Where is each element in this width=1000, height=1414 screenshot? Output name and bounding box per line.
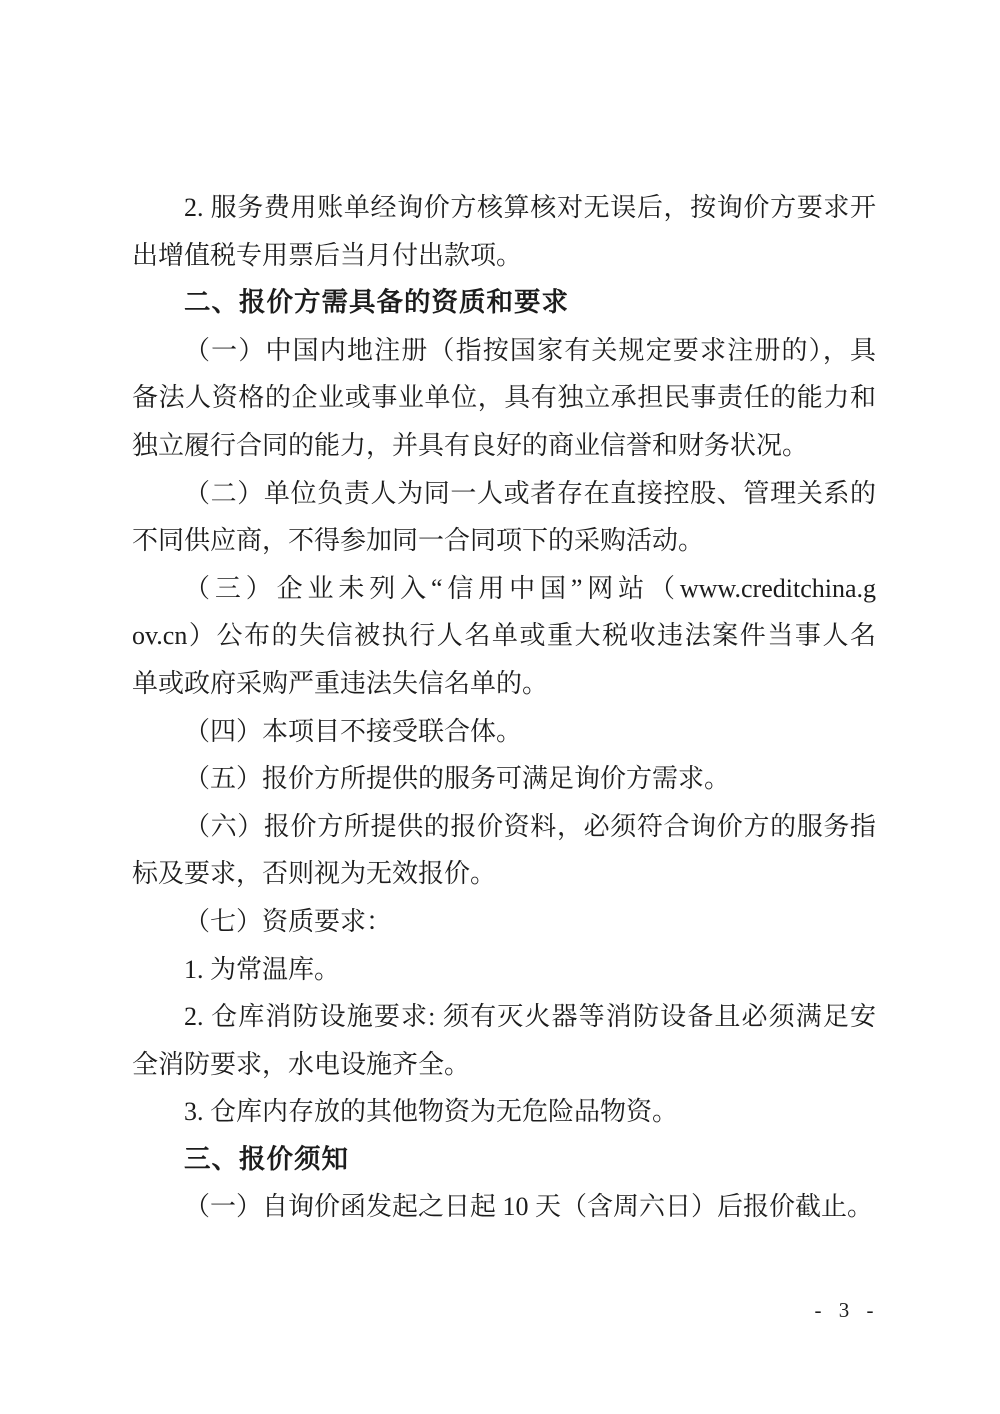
document-body <box>132 184 876 1231</box>
text-line: 2. 服务费用账单经询价方核算核对无误后，按询价方要求开 <box>184 193 876 222</box>
text-line: 3. 仓库内存放的其他物资为无危险品物资。 <box>184 1097 679 1127</box>
text-line: （六）报价方所提供的报价资料，必须符合询价方的服务指 <box>184 811 876 841</box>
text-line: 标及要求，否则视为无效报价。 <box>132 859 497 889</box>
text-line: （四）本项目不接受联合体。 <box>184 716 523 746</box>
text-line: （一）中国内地注册（指按国家有关规定要求注册的），具 <box>184 335 876 365</box>
text-line: （三）企业未列入“信用中国”网站（www.creditchina.g <box>184 573 876 603</box>
text-line: 2. 仓库消防设施要求: 须有灭火器等消防设备且必须满足安 <box>184 1002 876 1032</box>
text-line: （五）报价方所提供的服务可满足询价方需求。 <box>184 764 731 794</box>
text-line: （一）自询价函发起之日起 10 天（含周六日）后报价截止。 <box>184 1192 874 1222</box>
page-number: - 3 - <box>814 1298 880 1322</box>
text-line: 独立履行合同的能力，并具有良好的商业信誉和财务状况。 <box>132 430 809 460</box>
text-line: 出增值税专用票后当月付出款项。 <box>132 240 523 270</box>
text-line: 不同供应商，不得参加同一合同项下的采购活动。 <box>132 526 705 556</box>
text-line: （二）单位负责人为同一人或者存在直接控股、管理关系的 <box>184 478 876 508</box>
text-line: 1. 为常温库。 <box>184 954 341 984</box>
text-line: ov.cn）公布的失信被执行人名单或重大税收违法案件当事人名 <box>132 621 876 651</box>
text-line: 单或政府采购严重违法失信名单的。 <box>132 668 549 698</box>
section-heading: 二、报价方需具备的资质和要求 <box>184 287 569 318</box>
text-line: （七）资质要求： <box>184 906 393 936</box>
section-heading: 三、报价须知 <box>184 1143 349 1174</box>
text-line: 全消防要求，水电设施齐全。 <box>132 1049 471 1079</box>
text-line: 备法人资格的企业或事业单位，具有独立承担民事责任的能力和 <box>132 383 876 413</box>
